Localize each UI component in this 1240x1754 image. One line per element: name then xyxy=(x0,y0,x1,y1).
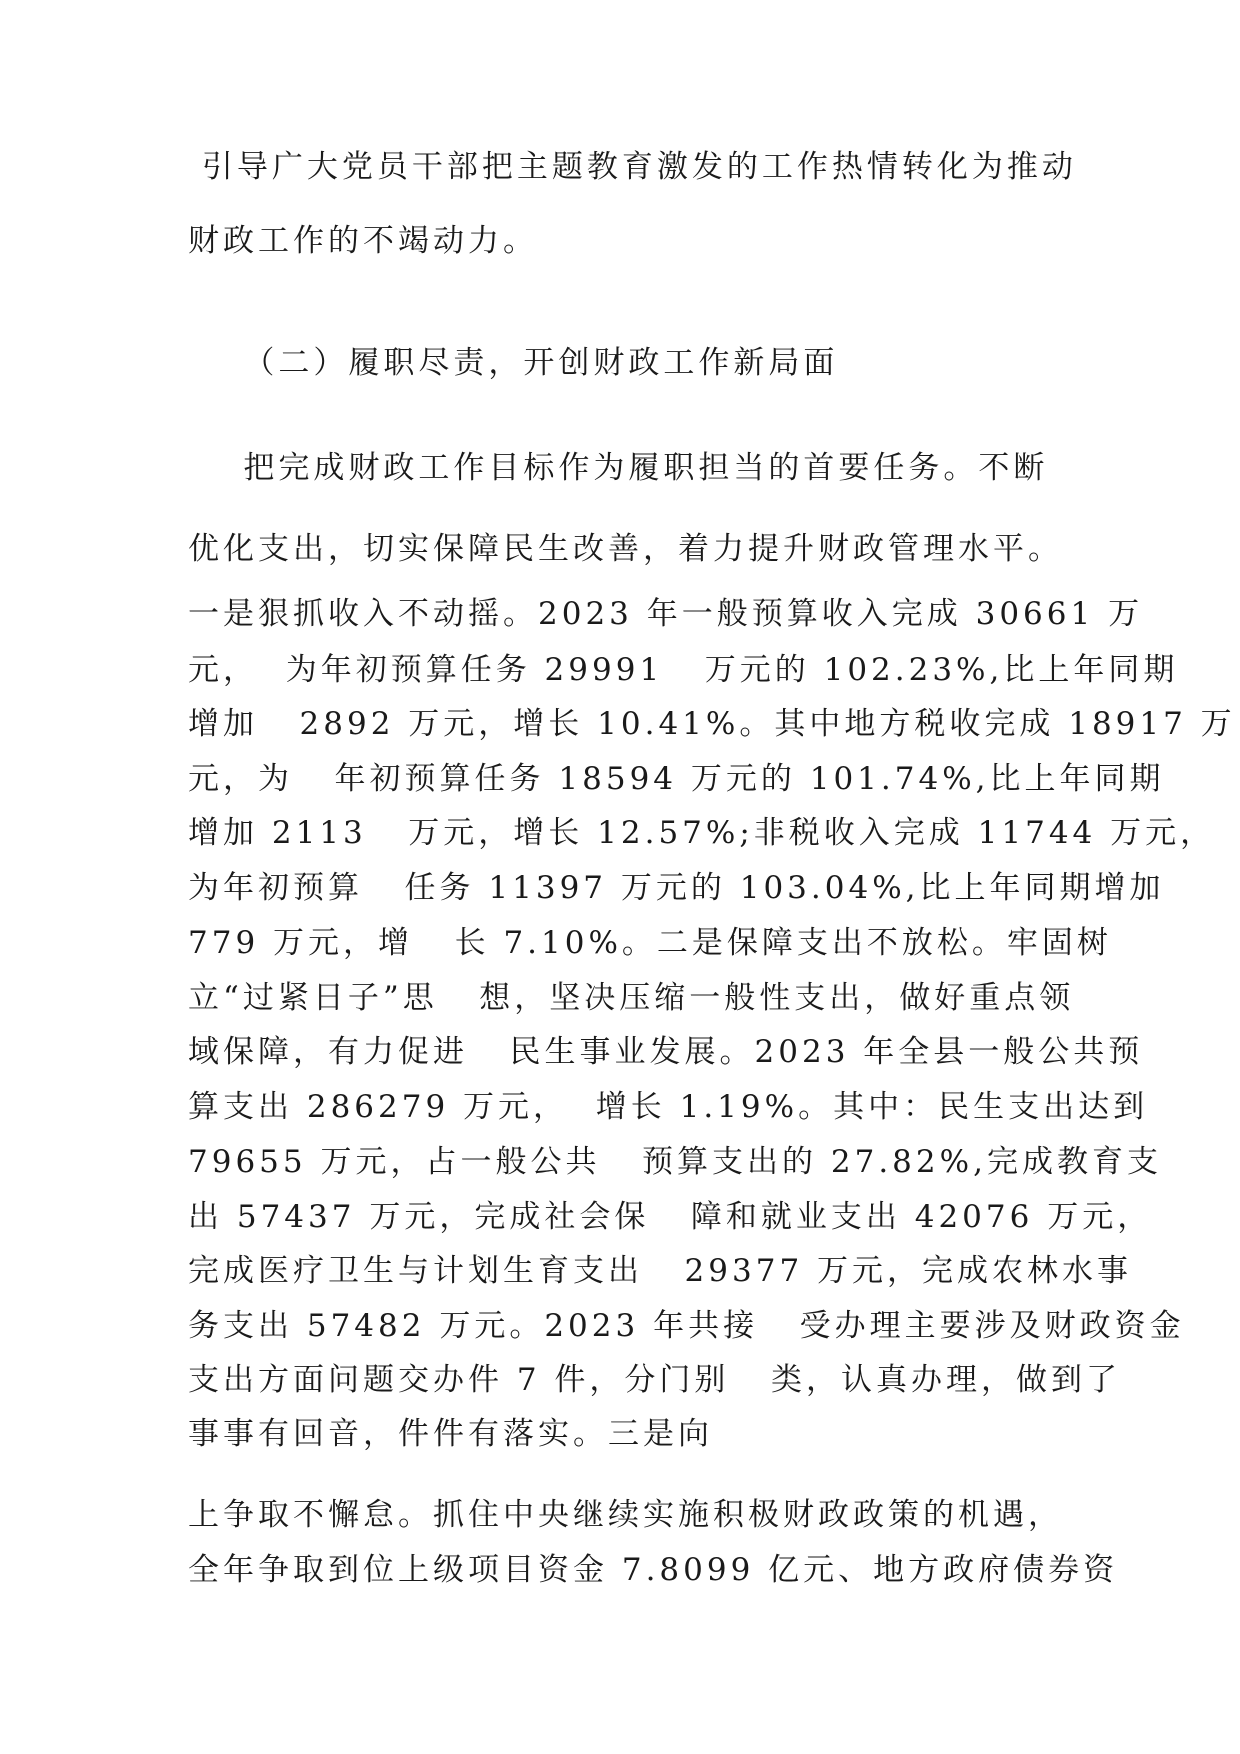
paragraph-line: 增加 2892 万元，增长 10.41%。其中地方税收完成 18917 万 xyxy=(188,706,1236,742)
paragraph-line: 域保障，有力促进 民生事业发展。2023 年全县一般公共预 xyxy=(188,1034,1144,1070)
paragraph-line: 务支出 57482 万元。2023 年共接 受办理主要涉及财政资金 xyxy=(188,1308,1185,1344)
section-heading: （二）履职尽责，开创财政工作新局面 xyxy=(188,345,839,381)
paragraph-line: 算支出 286279 万元， 增长 1.19%。其中：民生支出达到 xyxy=(188,1089,1149,1125)
paragraph-line: 为年初预算 任务 11397 万元的 103.04%,比上年同期增加 xyxy=(188,870,1165,906)
paragraph-line: 优化支出，切实保障民生改善，着力提升财政管理水平。 xyxy=(188,531,1063,567)
paragraph-line: 把完成财政工作目标作为履职担当的首要任务。不断 xyxy=(188,450,1049,486)
paragraph-line: 立“过紧日子”思 想，坚决压缩一般性支出，做好重点领 xyxy=(188,980,1075,1016)
paragraph-line: 79655 万元，占一般公共 预算支出的 27.82%,完成教育支 xyxy=(188,1144,1162,1180)
paragraph-line: 财政工作的不竭动力。 xyxy=(188,223,538,259)
paragraph-line: 全年争取到位上级项目资金 7.8099 亿元、地方政府债券资 xyxy=(188,1552,1119,1588)
paragraph-line: 元，为 年初预算任务 18594 万元的 101.74%,比上年同期 xyxy=(188,761,1165,797)
paragraph-line: 出 57437 万元，完成社会保 障和就业支出 42076 万元， xyxy=(188,1199,1153,1235)
paragraph-line: 事事有回音，件件有落实。三是向 xyxy=(188,1416,713,1452)
paragraph-line: 支出方面问题交办件 7 件，分门别 类，认真办理，做到了 xyxy=(188,1362,1121,1398)
paragraph-line: 元， 为年初预算任务 29991 万元的 102.23%,比上年同期 xyxy=(188,652,1179,688)
paragraph-line: 完成医疗卫生与计划生育支出 29377 万元，完成农林水事 xyxy=(188,1253,1133,1289)
paragraph-line: 一是狠抓收入不动摇。2023 年一般预算收入完成 30661 万 xyxy=(188,596,1144,632)
paragraph-line: 增加 2113 万元，增长 12.57%;非税收入完成 11744 万元， xyxy=(188,815,1216,851)
paragraph-line: 779 万元，增 长 7.10%。二是保障支出不放松。牢固树 xyxy=(188,925,1112,961)
paragraph-line: 上争取不懈怠。抓住中央继续实施积极财政政策的机遇， xyxy=(188,1497,1063,1533)
paragraph-line: 引导广大党员干部把主题教育激发的工作热情转化为推动 xyxy=(188,149,1077,185)
